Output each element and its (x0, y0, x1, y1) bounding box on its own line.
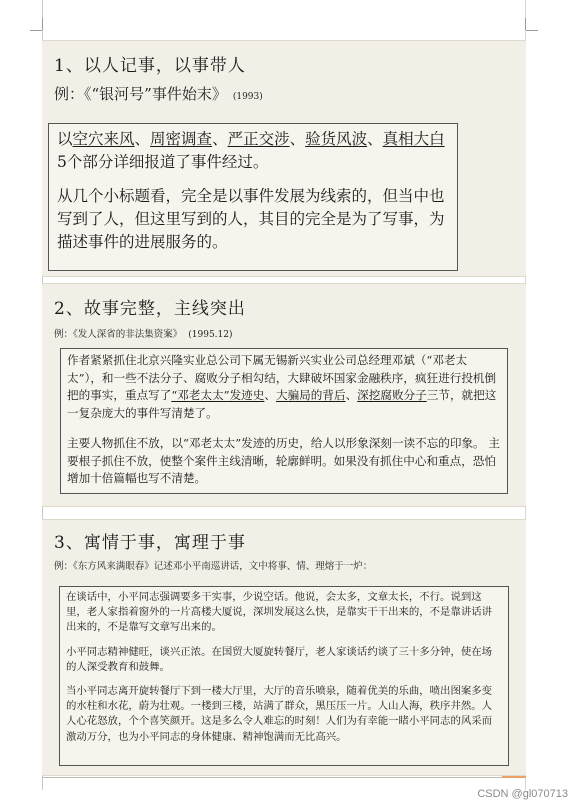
crop-mark-top-right-v (525, 18, 526, 30)
section-3-example: 例：《东方风来满眼春》记述邓小平南巡讲话，文中将事、情、理熔于一炉： (54, 561, 373, 572)
text-run: 三节，就把这一复杂庞大的事件写清楚了。 (67, 388, 497, 420)
section-3-paragraph-3: 当小平同志离开旋转餐厅下到一楼大厅里，大厅的音乐喷泉，随着优美的乐曲，喷出图案多变的水柱和水花，蔚为壮观。一楼到三楼，站满了群众，黑压压一片。人山人海，秩序井然。人人心花怒放，个个喜笑颜开。这是多么令人难忘的时刻！人们为有幸能一睹小平同志的风采而激动万分，也为小平同志的身体健康、精神饱满而无比高兴。 (66, 685, 493, 743)
watermark: CSDN @gl070713 (477, 788, 568, 800)
text-run: 以 (57, 130, 73, 148)
subtitle-link-3: 深挖腐败分子 (357, 388, 427, 402)
subtitle-link-3: 严正交涉 (227, 130, 290, 148)
subtitle-link-2: 周密调查 (150, 130, 213, 148)
crop-mark-top-left-v (42, 18, 43, 30)
text-run: 、 (264, 388, 276, 402)
section-1-example (54, 83, 263, 104)
bottom-rule (42, 777, 526, 778)
section-1 (42, 40, 526, 277)
text-run: 、 (289, 130, 306, 148)
section-2-paragraph-1 (67, 352, 501, 422)
section-1-example-year: (1993) (232, 92, 263, 102)
subtitle-link-1: “邓老太太”发迹史 (171, 388, 265, 402)
section-1-example-text: 例：《“银河号”事件始末》 (54, 85, 227, 103)
text-run: 、 (212, 130, 228, 148)
subtitle-link-5: 真相大白 (382, 130, 445, 148)
section-1-textbox (48, 123, 458, 271)
section-3-paragraph-2: 小平同志精神健旺，谈兴正浓。在国贸大厦旋转餐厅，老人家谈话约谈了三十多分钟，使在场的人深受教育和鼓舞。 (66, 645, 493, 673)
section-2-example-text: 例：《发人深省的非法集资案》 (54, 329, 183, 340)
section-1-paragraph-2: 从几个小标题看，完全是以事件发展为线索的，但当中也写到了人，但这里写到的人，其目的完全是为了写事，为描述事件的进展服务的。 (57, 187, 445, 251)
text-run: 5个部分详细报道了事件经过。 (57, 153, 269, 171)
section-1-paragraph-1 (57, 128, 449, 174)
section-3-paragraph-1: 在谈话中，小平同志强调要多干实事，少说空话。他说，会太多，文章太长，不行。说到这里，老人家指着窗外的一片高楼大厦说，深圳发展这么快，是靠实干干出来的，不是靠讲话讲出来的，不是靠写文章写出来的。 (66, 591, 493, 634)
section-2-example-year: (1995.12) (188, 330, 233, 340)
text-run: 、 (367, 130, 383, 148)
crop-mark-top-left (30, 30, 42, 31)
subtitle-link-2: 大骗局的背后 (275, 388, 346, 402)
section-3-textbox (59, 586, 509, 766)
subtitle-link-1: 空穴来风 (72, 130, 135, 148)
section-3 (42, 519, 526, 776)
text-run: 作者紧紧抓住北京兴隆实业总公司下属无锡新兴实业公司总经理邓斌（“邓老太太”），和一些不法分子、腐败分子相勾结，大肆破坏国家金融秩序，疯狂进行投机倒把的事实，重点写了 (67, 353, 497, 402)
text-run: 、 (134, 130, 151, 148)
section-2-paragraph-2: 主要人物抓住不放，以“邓老太太”发迹的历史，给人以形象深刻一读不忘的印象。 主要根子抓住不放，使整个案件主线清晰，轮廓鲜明。如果没有抓住中心和重点，恐怕增加十倍篇幅也写不清楚。 (67, 436, 500, 485)
section-1-title: 1、以人记事，以事带人 (54, 56, 246, 76)
section-2-textbox (60, 348, 508, 494)
section-2-example (54, 326, 233, 340)
bottom-accent (502, 776, 526, 778)
text-run: 、 (345, 388, 358, 402)
subtitle-link-4: 验货风波 (305, 130, 368, 148)
section-2 (42, 283, 526, 507)
crop-mark-top-right (526, 30, 538, 31)
section-3-title: 3、寓情于事，寓理于事 (54, 533, 246, 553)
section-2-title: 2、故事完整，主线突出 (54, 299, 246, 319)
